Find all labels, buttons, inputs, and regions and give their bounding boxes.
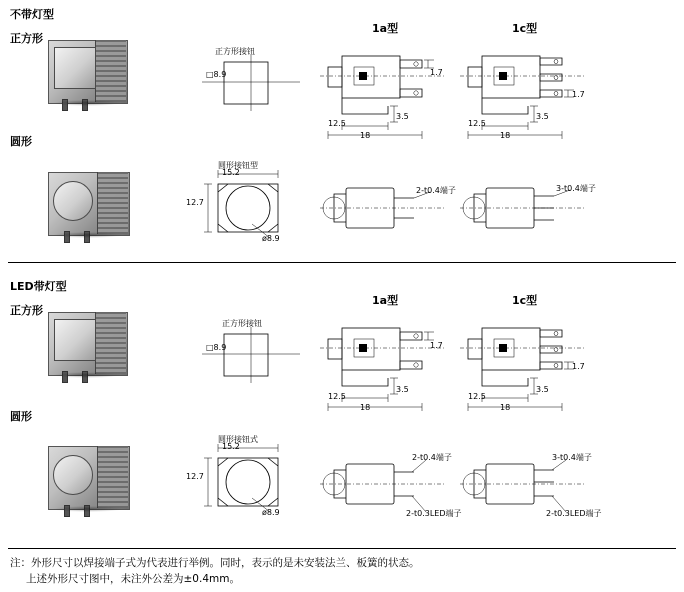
terminal-note-round-1c-1: 3-t0.4端子	[556, 184, 596, 193]
panel-caption-square-2: 正方形接钮	[222, 319, 262, 328]
row-label-round-2: 圆形	[10, 410, 32, 423]
terminal-note-round-1a-top-2: 2-t0.4端子	[412, 453, 452, 462]
panel-dim-square-2: □8.9	[206, 343, 227, 352]
terminal-note-round-1c-top-2: 3-t0.4端子	[552, 453, 592, 462]
panel-dia-round-1: ø8.9	[262, 234, 280, 243]
section-title-led: LED带灯型	[10, 280, 67, 293]
panel-cutout-round-1	[190, 166, 305, 244]
panel-cutout-square-2	[196, 324, 306, 386]
col-header-1c-section2: 1c型	[512, 294, 538, 307]
dim-1c-right-1: 1.7	[572, 90, 585, 99]
panel-caption-round-1: 圆形接钮型	[218, 161, 258, 170]
photo-round-switch-non-illuminated	[48, 172, 128, 234]
section-divider	[8, 262, 676, 263]
dim-1a-small-1: 3.5	[396, 112, 409, 121]
panel-dim-square-1: □8.9	[206, 70, 227, 79]
panel-caption-square-1: 正方形接钮	[215, 47, 255, 56]
dim-1a-right-1: 1.7	[430, 68, 443, 77]
dim-1a-total-1: 18	[360, 131, 371, 140]
photo-square-switch-led	[48, 312, 126, 374]
section-title-non-illuminated: 不带灯型	[10, 8, 54, 21]
dim-1c-right-2: 1.7	[572, 362, 585, 371]
dim-1a-total-2: 18	[360, 403, 371, 412]
col-header-1a-section1: 1a型	[372, 22, 399, 35]
dim-1c-mid-1: 12.5	[468, 119, 486, 128]
panel-cutout-round-2	[190, 440, 305, 518]
panel-height-round-2: 12.7	[186, 472, 204, 481]
dim-1c-small-2: 3.5	[536, 385, 549, 394]
dim-1a-small-2: 3.5	[396, 385, 409, 394]
terminal-note-round-1a-1: 2-t0.4端子	[416, 186, 456, 195]
photo-round-switch-led	[48, 446, 128, 508]
panel-height-round-1: 12.7	[186, 198, 204, 207]
col-header-1a-section2: 1a型	[372, 294, 399, 307]
col-header-1c-section1: 1c型	[512, 22, 538, 35]
row-label-square-2: 正方形	[10, 304, 43, 317]
dim-1c-small-1: 3.5	[536, 112, 549, 121]
footnote-line-1: 注：外形尺寸以焊接端子式为代表进行举例。同时，表示的是未安装法兰、板簧的状态。	[10, 557, 420, 569]
row-label-square-1: 正方形	[10, 32, 43, 45]
footnote-line-2: 上述外形尺寸图中，未注外公差为±0.4mm。	[26, 573, 240, 585]
dim-1c-total-1: 18	[500, 131, 511, 140]
panel-dia-round-2: ø8.9	[262, 508, 280, 517]
photo-square-switch-non-illuminated	[48, 40, 126, 102]
footer-divider	[8, 548, 676, 549]
dim-1c-total-2: 18	[500, 403, 511, 412]
panel-cutout-square-1	[196, 52, 306, 114]
row-label-round-1: 圆形	[10, 135, 32, 148]
terminal-note-round-1c-bottom-2: 2-t0.3LED端子	[546, 509, 602, 518]
dim-1a-mid-2: 12.5	[328, 392, 346, 401]
dim-1a-right-2: 1.7	[430, 341, 443, 350]
dim-1c-mid-2: 12.5	[468, 392, 486, 401]
panel-width-round-1: 15.2	[222, 168, 240, 177]
panel-width-round-2: 15.2	[222, 442, 240, 451]
terminal-note-round-1a-bottom-2: 2-t0.3LED端子	[406, 509, 462, 518]
dim-1a-mid-1: 12.5	[328, 119, 346, 128]
panel-caption-round-2: 圆形接钮式	[218, 435, 258, 444]
